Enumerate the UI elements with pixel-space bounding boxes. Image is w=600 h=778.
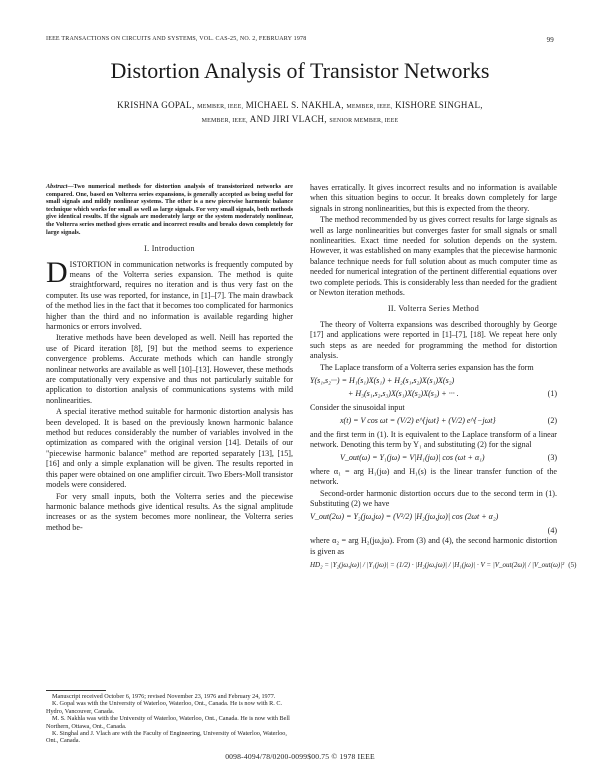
author-line-2 <box>80 113 520 127</box>
equation-number: (4) <box>547 525 557 535</box>
drop-cap: D <box>46 255 68 289</box>
paragraph: Iterative methods have been developed as well. Neill has reported the use of Picard iteration [8], [9] but the method seems to experience convergence problems. Accurate methods which can handle strongly nonlinear networks are available as well [10]–[13]. However, these methods are computationally very expensive and thus not particularly suitable for application to distortion analysis of communications systems with mild nonlinearities. <box>46 333 293 405</box>
author-line-1 <box>80 99 520 113</box>
author-vlach: AND JIRI VLACH, <box>249 114 327 124</box>
equation-1-line-2 <box>310 389 557 399</box>
author-affiliation: SENIOR MEMBER, IEEE <box>329 118 399 124</box>
equation-number: (3) <box>547 453 557 463</box>
abstract-text: —Two numerical methods for distortion analysis of transistorized networks are compared. One, based on Volterra series expansions, is generally accepted as being useful for small signals and mildly nonlinear systems. The other is a new piecewise harmonic balance technique which works for small as well as large signals. For very small signals, both methods give identical results. If the signals are moderately large or the system moderately nonlinear, the Volterra series method gives erratic and incorrect results and breaks down completely for large signals. <box>46 183 293 236</box>
paper-title: Distortion Analysis of Transistor Networks <box>110 58 490 83</box>
equation-text: + H₃(s₁,s₂,s₃)X(s₁)X(s₂)X(s₃) + ··· . <box>348 389 459 399</box>
footnote: K. Singhal and J. Vlach are with the Faculty of Engineering, University of Waterloo, Waterloo, Ont., Canada. <box>46 730 287 745</box>
section-heading-volterra: II. Volterra Series Method <box>387 304 480 314</box>
footnotes <box>46 690 293 745</box>
page-number: 99 <box>546 36 554 44</box>
equation-number: (2) <box>547 416 557 426</box>
paragraph: Consider the sinusoidal input <box>310 402 405 412</box>
equation-2 <box>310 416 557 426</box>
equation-text: Y(s₁,s₂···) = H₁(s₁)X(s₁) + H₂(s₁,s₂)X(s₁)X(s₂) <box>310 375 455 385</box>
paragraph: haves erratically. It gives incorrect results and no information is available when this situation begins to occur. It breaks down completely for large signals in strong nonlinearities, but this is expected from the theory. <box>310 183 557 213</box>
copyright-line: 0098-4094/78/0200-0099$00.75 © 1978 IEEE <box>225 752 375 761</box>
paragraph: where α₁ = arg H₁(jω) and H₁(s) is the linear transfer function of the network. <box>310 466 557 487</box>
running-head <box>46 36 554 46</box>
author-list <box>80 99 520 127</box>
equation-number: (1) <box>547 389 557 399</box>
equation-4 <box>310 512 557 522</box>
paragraph <box>46 255 293 333</box>
equation-3 <box>310 453 557 463</box>
paragraph-text: ISTORTION in communication networks is frequently computed by means of the Volterra series expansion. The method is quite straightforward, requires no iteration and is thus very fast on the computer. Its use was reported, for instance, in [1]–[7]. The main drawback of the method lies in the fact that it becomes too complicated for harmonics higher than the third and no information is available regarding higher harmonics or errors involved. <box>46 259 293 331</box>
journal-header: IEEE TRANSACTIONS ON CIRCUITS AND SYSTEMS, VOL. CAS-25, NO. 2, FEBRUARY 1978 <box>46 36 307 42</box>
equation-text: V_out(ω) = Y₁(jω) = V|H₁(jω)| cos (ωt + α₁) <box>340 453 485 463</box>
paragraph: Second-order harmonic distortion occurs due to the second term in (1). Substituting (2) we have <box>310 488 557 508</box>
equation-text: V_out(2ω) = Y₂(jω,jω) = (V²/2) |H₂(jω,jω)| cos (2ωt + α₂) <box>310 512 499 522</box>
author-nakhla: MICHAEL S. NAKHLA, <box>245 100 344 110</box>
author-singhal: KISHORE SINGHAL, <box>395 100 483 110</box>
author-affiliation: MEMBER, IEEE, <box>346 104 393 110</box>
section-heading-introduction: I. Introduction <box>144 244 195 254</box>
equation-5 <box>310 560 577 570</box>
paragraph: The theory of Volterra expansions was described thoroughly by George [17] and applications were reported in [1]–[7], [18]. We repeat here only such steps as are needed for programming the method for distortion analysis. <box>310 319 557 361</box>
author-affiliation: MEMBER, IEEE, <box>201 118 248 124</box>
footnote: M. S. Nakhla was with the University of Waterloo, Waterloo, Ont., Canada. He is now with Bell Northern, Ottawa, Ont., Canada. <box>46 715 290 730</box>
author-affiliation: MEMBER, IEEE, <box>197 104 244 110</box>
equation-text: x(t) = V cos ωt = (V/2) e^{jωt} + (V/2) e^{−jωt} <box>340 416 496 426</box>
paragraph: For very small inputs, both the Volterra series and the piecewise harmonic balance methods give identical results. As the signal amplitude increases or as the system becomes more nonlinear, the Volterra series method be- <box>46 491 293 532</box>
equation-1-line-1 <box>310 376 557 386</box>
paragraph: The Laplace transform of a Volterra series expansion has the form <box>320 362 534 372</box>
equation-text: HD₂ = |Y₂(jω,jω)| / |Y₁(jω)| = (1/2) · |H₂(jω,jω)| / |H₁(jω)| · V = |V_out(2ω)| / |V_out(ω)|² <box>310 561 565 569</box>
paragraph: The method recommended by us gives correct results for large signals as well as large nonlinearities but converges faster for small signals or small nonlinearities. Exact time needed for solution depends on the system. However, it was established on many examples that the piecewise harmonic balance technique needs for full solution about as much computer time as needed for numerical integration of the pertinent differential equations over two complete periods. This is considerably less than needed for the gradient or Newton iteration methods. <box>310 215 557 298</box>
author-gopal: KRISHNA GOPAL, <box>117 100 195 110</box>
paragraph: where α₂ = arg H₂(jω,jω). From (3) and (4), the second harmonic distortion is given as <box>310 536 557 556</box>
left-column <box>46 183 293 534</box>
abstract-label: Abstract <box>46 183 68 190</box>
abstract <box>46 183 293 236</box>
paragraph: A special iterative method suitable for harmonic distortion analysis has been developed. It is based on the previously known harmonic balance method but reduces considerably the number of variables involved in the optimization as compared with the original version [14]. Details of our "piecewise harmonic balance" method are reported separately [13], [15], [16] and only a simple explanation will be given. The results reported in this paper were obtained on one amplifier circuit. Two Ebers-Moll transistor models were considered. <box>46 407 293 490</box>
footnote: Manuscript received October 6, 1976; revised November 23, 1976 and February 24, 1977. <box>52 693 276 700</box>
footnote: K. Gopal was with the University of Waterloo, Waterloo, Ont., Canada. He is now with R. C. Hydro, Vancouver, Canada. <box>46 700 283 715</box>
footnote-rule <box>46 690 106 691</box>
equation-number: (5) <box>568 561 577 569</box>
right-column <box>310 183 577 573</box>
paragraph: and the first term in (1). It is equivalent to the Laplace transform of a linear network. Denoting this term by Y₁ and substituting (2) for the signal <box>310 429 557 449</box>
